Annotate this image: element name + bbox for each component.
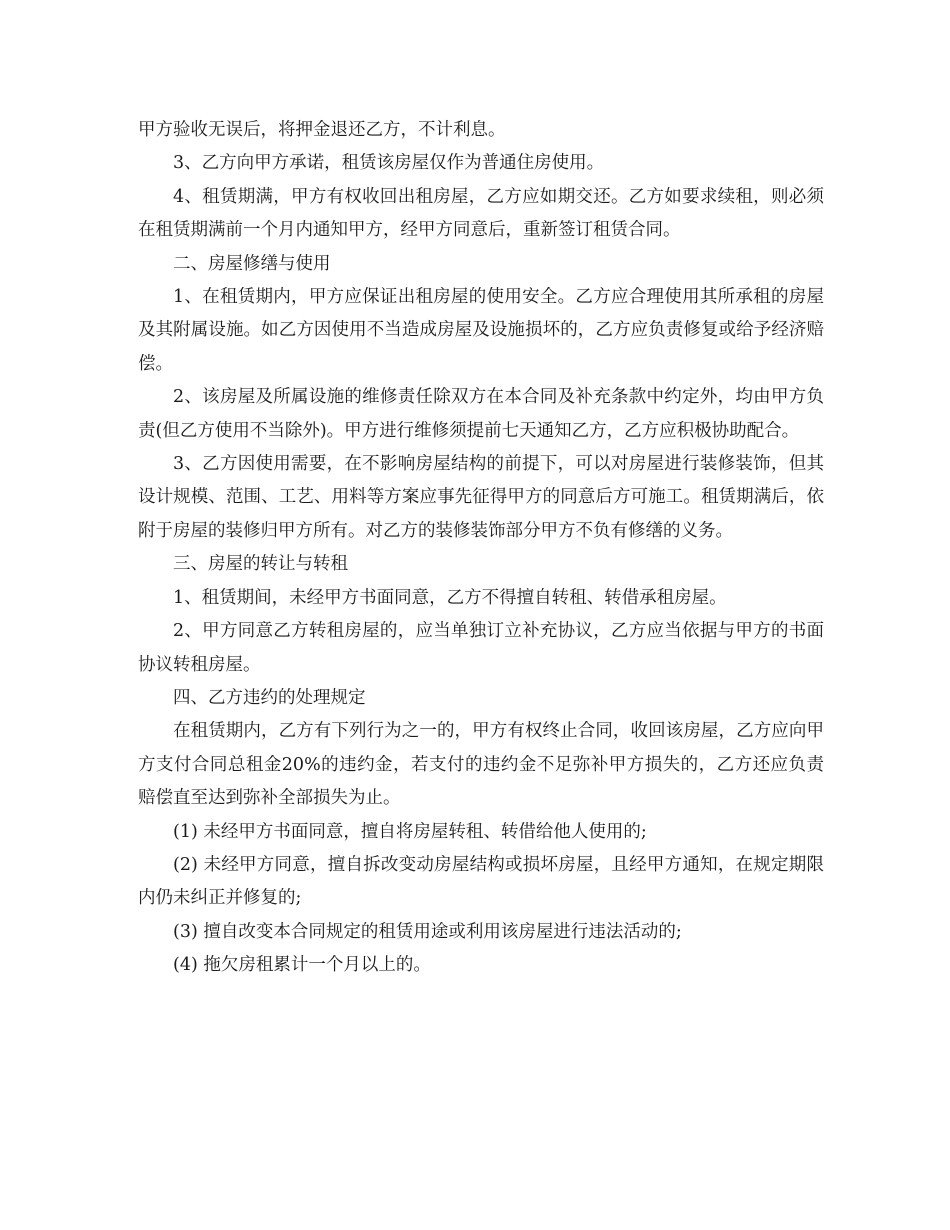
paragraph-residential-use: 3、乙方向甲方承诺，租赁该房屋仅作为普通住房使用。	[173, 153, 605, 174]
list-item-breach-4: (4) 拖欠房租累计一个月以上的。	[173, 955, 431, 976]
list-item-breach-2: (2) 未经甲方同意，擅自拆改变动房屋结构或损坏房屋，且经甲方通知，在规定期限内仍未纠正并修复的;	[138, 854, 824, 909]
paragraph-breach-penalty: 在租赁期内，乙方有下列行为之一的，甲方有权终止合同，收回该房屋，乙方应向甲方支付合同总租金20%的违约金，若支付的违约金不足弥补甲方损失的，乙方还应负责赔偿直至达到弥补全部损失为止。	[138, 721, 824, 809]
paragraph-maintenance: 2、该房屋及所属设施的维修责任除双方在本合同及补充条款中约定外，均由甲方负责(但乙方使用不当除外)。甲方进行维修须提前七天通知乙方，乙方应积极协助配合。	[138, 387, 824, 441]
paragraph-safe-use: 1、在租赁期内，甲方应保证出租房屋的使用安全。乙方应合理使用其所承租的房屋及其附属设施。如乙方因使用不当造成房屋及设施损坏的，乙方应负责修复或给予经济赔偿。	[138, 287, 824, 374]
section-heading-transfer-sublet: 三、房屋的转让与转租	[173, 554, 348, 575]
list-item-breach-3: (3) 擅自改变本合同规定的租赁用途或利用该房屋进行违法活动的;	[173, 921, 682, 942]
paragraph-no-sublet: 1、租赁期间，未经甲方书面同意，乙方不得擅自转租、转借承租房屋。	[173, 587, 727, 608]
section-heading-breach: 四、乙方违约的处理规定	[173, 687, 366, 708]
paragraph-decoration: 3、乙方因使用需要，在不影响房屋结构的前提下，可以对房屋进行装修装饰，但其设计规模、范围、工艺、用料等方案应事先征得甲方的同意后方可施工。租赁期满后，依附于房屋的装修归甲方所有。对乙方的装修装饰部分甲方不负有修缮的义务。	[138, 454, 824, 541]
section-heading-repair-use: 二、房屋修缮与使用	[173, 253, 331, 274]
paragraph-deposit-refund: 甲方验收无误后，将押金退还乙方，不计利息。	[138, 120, 506, 140]
paragraph-lease-renewal: 4、租赁期满，甲方有权收回出租房屋，乙方应如期交还。乙方如要求续租，则必须在租赁期满前一个月内通知甲方，经甲方同意后，重新签订租赁合同。	[138, 186, 824, 241]
paragraph-sublet-agreement: 2、甲方同意乙方转租房屋的，应当单独订立补充协议，乙方应当依据与甲方的书面协议转租房屋。	[138, 621, 824, 675]
list-item-breach-1: (1) 未经甲方书面同意，擅自将房屋转租、转借给他人使用的;	[173, 821, 647, 842]
document-body	[138, 114, 824, 983]
